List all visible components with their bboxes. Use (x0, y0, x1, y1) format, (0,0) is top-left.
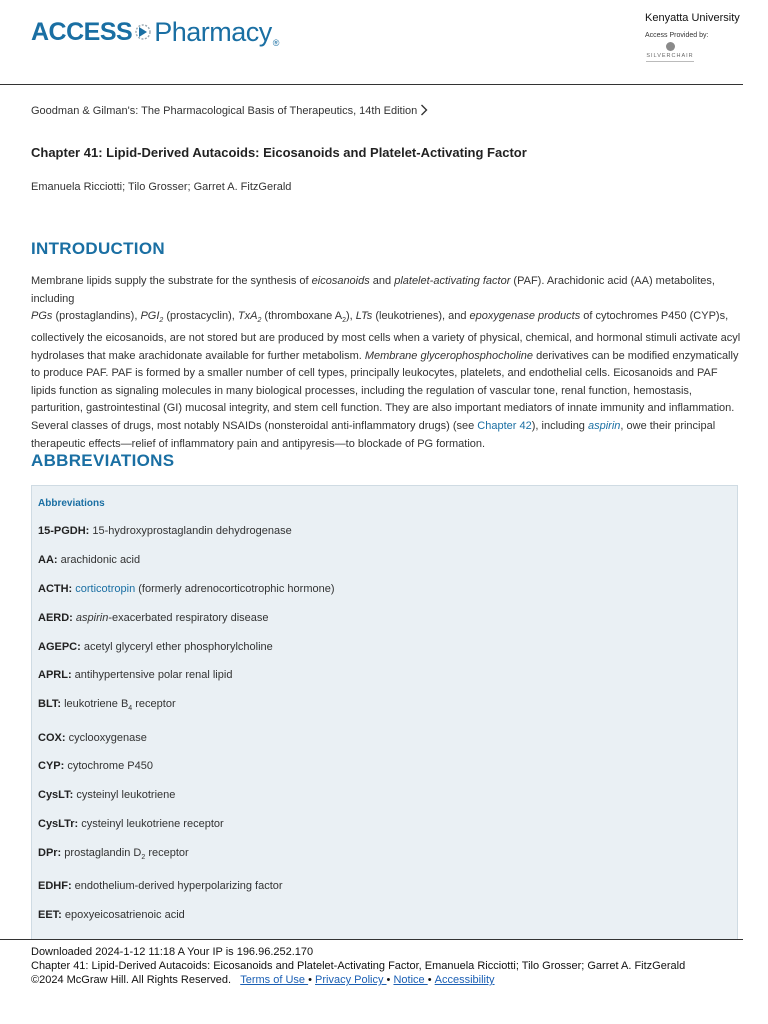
footer-separator: • (386, 974, 391, 986)
intro-text-segment: (prostacyclin), (163, 310, 238, 323)
subscript: 2 (257, 317, 262, 325)
abbreviation-term: ACTH: (38, 583, 73, 595)
abbreviations-box (31, 485, 738, 940)
corticotropin-link[interactable]: corticotropin (75, 583, 136, 595)
abbreviation-definition-suffix: receptor (132, 698, 176, 710)
abbreviation-term: BLT: (38, 698, 62, 710)
footer-divider (0, 939, 743, 940)
notice-link[interactable]: Notice (393, 974, 428, 986)
abbreviation-term: APRL: (38, 669, 72, 681)
abbreviation-item (38, 641, 273, 653)
intro-text-segment: derivatives can be modified enzymatically to produce PAF. PAF is formed by a smaller number of cell types, principally leukocytes, platelets, and endothelial cells. Eicosanoids and PAF lipids function as signaling molecules in many biological processes, including the regulation of vascular tone, renal function, hemostasis, parturition, gastrointestinal (GI) mucosal integrity, and stem cell function. They are also important mediators of innate immunity and inflammation. Several classes of drugs, most notably NSAIDs (nonsteroidal anti-inflammatory drugs) (see (31, 349, 739, 432)
abbreviation-term: CYP: (38, 760, 65, 772)
abbreviation-item (38, 909, 185, 921)
intro-text-segment: of cytochromes P450 (CYP)s, (580, 310, 729, 323)
breadcrumb[interactable] (31, 104, 428, 117)
term-lts: LTs (355, 310, 373, 323)
abbreviation-item (38, 847, 189, 861)
term-pgi: PGI (140, 310, 160, 323)
abbreviation-item (38, 583, 335, 595)
abbreviation-definition: endothelium-derived hyperpolarizing factor (74, 880, 283, 892)
abbreviation-definition: (formerly adrenocorticotrophic hormone) (135, 583, 335, 595)
abbreviations-box-title: Abbreviations (38, 498, 105, 509)
subscript: 2 (342, 317, 346, 325)
intro-text-segment: Membrane lipids supply the substrate for the synthesis of (31, 275, 312, 287)
abbreviation-definition: -exacerbated respiratory disease (108, 612, 269, 624)
terms-of-use-link[interactable]: Terms of Use (240, 974, 309, 986)
footer-separator: • (427, 974, 432, 986)
logo-gear-arrow-icon (134, 21, 152, 43)
abbreviation-term: AA: (38, 554, 58, 566)
abbreviation-definition: prostaglandin D (64, 847, 142, 859)
abbreviation-definition: epoxyeicosatrienoic acid (64, 909, 185, 921)
term-txa: TxA (237, 310, 258, 323)
intro-text-segment: (leukotrienes), and (372, 310, 470, 323)
footer-legal (31, 973, 685, 987)
aspirin-link[interactable]: aspirin (588, 419, 621, 432)
silverchair-mark-icon (666, 42, 675, 51)
abbreviation-item (38, 669, 232, 681)
copyright-text: ©2024 McGraw Hill. All Rights Reserved. (31, 974, 232, 986)
abbreviation-item (38, 698, 176, 712)
intro-text-segment: ), including (531, 419, 588, 432)
abbreviation-term: CysLTr: (38, 818, 79, 830)
subscript: 2 (141, 854, 146, 862)
access-provided-label: Access Provided by: (645, 32, 709, 39)
chapter-42-link[interactable]: Chapter 42 (477, 419, 532, 432)
footer-citation: Chapter 41: Lipid-Derived Autacoids: Eicosanoids and Platelet-Activating Factor, Emanuela Ricciotti; Tilo Grosser; Garret A. FitzGerald (31, 960, 686, 972)
abbreviation-definition-suffix: receptor (145, 847, 189, 859)
abbreviation-term: AGEPC: (38, 641, 81, 653)
page-header (0, 0, 768, 85)
abbreviation-definition: leukotriene B (64, 698, 129, 710)
breadcrumb-book-title[interactable]: Goodman & Gilman's: The Pharmacological Basis of Therapeutics, 14th Edition (31, 104, 418, 117)
abbreviation-item (38, 818, 224, 830)
abbreviation-definition: 15-hydroxyprostaglandin dehydrogenase (92, 525, 292, 537)
silverchair-logo-divider (646, 61, 694, 62)
introduction-heading: INTRODUCTION (31, 239, 165, 258)
accessibility-link[interactable]: Accessibility (434, 974, 495, 986)
accesspharmacy-logo[interactable] (31, 10, 279, 54)
abbreviation-definition: arachidonic acid (60, 554, 141, 566)
silverchair-logo-text: SILVERCHAIR (646, 53, 694, 59)
subscript: 4 (128, 705, 133, 713)
abbreviation-term: 15-PGDH: (38, 525, 90, 537)
header-divider (0, 84, 743, 85)
abbreviations-heading: ABBREVIATIONS (31, 451, 175, 470)
silverchair-logo (645, 42, 695, 62)
intro-text-segment: and (369, 275, 395, 287)
abbreviation-item (38, 525, 292, 537)
privacy-policy-link[interactable]: Privacy Policy (315, 974, 387, 986)
download-info: Downloaded 2024-1-12 11:18 A Your IP is 196.96.252.170 (31, 946, 314, 958)
abbreviation-definition: cytochrome P450 (67, 760, 153, 772)
abbreviation-italic-term: aspirin (75, 612, 109, 624)
intro-text-segment: collectively the eicosanoids, are not stored but are produced by most cells when a variety of physical, chemical, and hormonal stimuli activate acyl hydrolases that make arachidonate available for further metabolism. (31, 331, 741, 362)
chapter-title: Chapter 41: Lipid-Derived Autacoids: Eicosanoids and Platelet-Activating Factor (31, 145, 527, 160)
intro-text-segment: (thromboxane A (261, 310, 343, 323)
logo-registered-mark: ® (272, 38, 280, 48)
abbreviation-term: CysLT: (38, 789, 74, 801)
abbreviation-term: EET: (38, 909, 62, 921)
intro-text-segment: (PAF). Arachidonic acid (AA) metabolites, including (31, 275, 715, 305)
institution-name: Kenyatta University (645, 12, 740, 24)
abbreviation-definition: cysteinyl leukotriene (76, 789, 176, 801)
abbreviation-item (38, 880, 283, 892)
term-eicosanoids: eicosanoids (311, 275, 370, 287)
chapter-authors: Emanuela Ricciotti; Tilo Grosser; Garret A. FitzGerald (31, 181, 292, 193)
subscript: 2 (159, 317, 164, 325)
abbreviation-term: COX: (38, 732, 66, 744)
abbreviation-item (38, 554, 140, 566)
abbreviation-item (38, 612, 269, 624)
intro-text-segment: , owe their principal therapeutic effects—relief of inflammatory pain and antipyresis—to blockade of PG formation. (31, 419, 716, 450)
institution-block (645, 12, 760, 62)
introduction-paragraph (31, 273, 743, 453)
abbreviation-item (38, 732, 147, 744)
term-pgs: PGs (31, 310, 53, 323)
term-membrane-glycerophosphocholine: Membrane glycerophosphocholine (364, 349, 534, 362)
term-epoxygenase: epoxygenase products (469, 310, 581, 323)
abbreviation-term: EDHF: (38, 880, 72, 892)
abbreviation-item (38, 760, 153, 772)
intro-text-segment: ), (345, 310, 356, 323)
abbreviation-item (38, 789, 175, 801)
chevron-right-icon (420, 104, 428, 117)
footer-separator: • (308, 974, 312, 986)
abbreviation-definition: acetyl glyceryl ether phosphorylcholine (83, 641, 273, 653)
intro-text-segment: (prostaglandins), (52, 310, 141, 323)
abbreviation-definition: cyclooxygenase (68, 732, 147, 744)
term-paf: platelet-activating factor (394, 275, 511, 287)
logo-access-text: ACCESS (31, 17, 133, 46)
page-footer (31, 945, 685, 987)
logo-pharmacy-text: Pharmacy (154, 16, 272, 47)
abbreviation-definition: antihypertensive polar renal lipid (74, 669, 233, 681)
abbreviation-definition: cysteinyl leukotriene receptor (81, 818, 224, 830)
abbreviation-term: DPr: (38, 847, 62, 859)
abbreviation-term: AERD: (38, 612, 73, 624)
